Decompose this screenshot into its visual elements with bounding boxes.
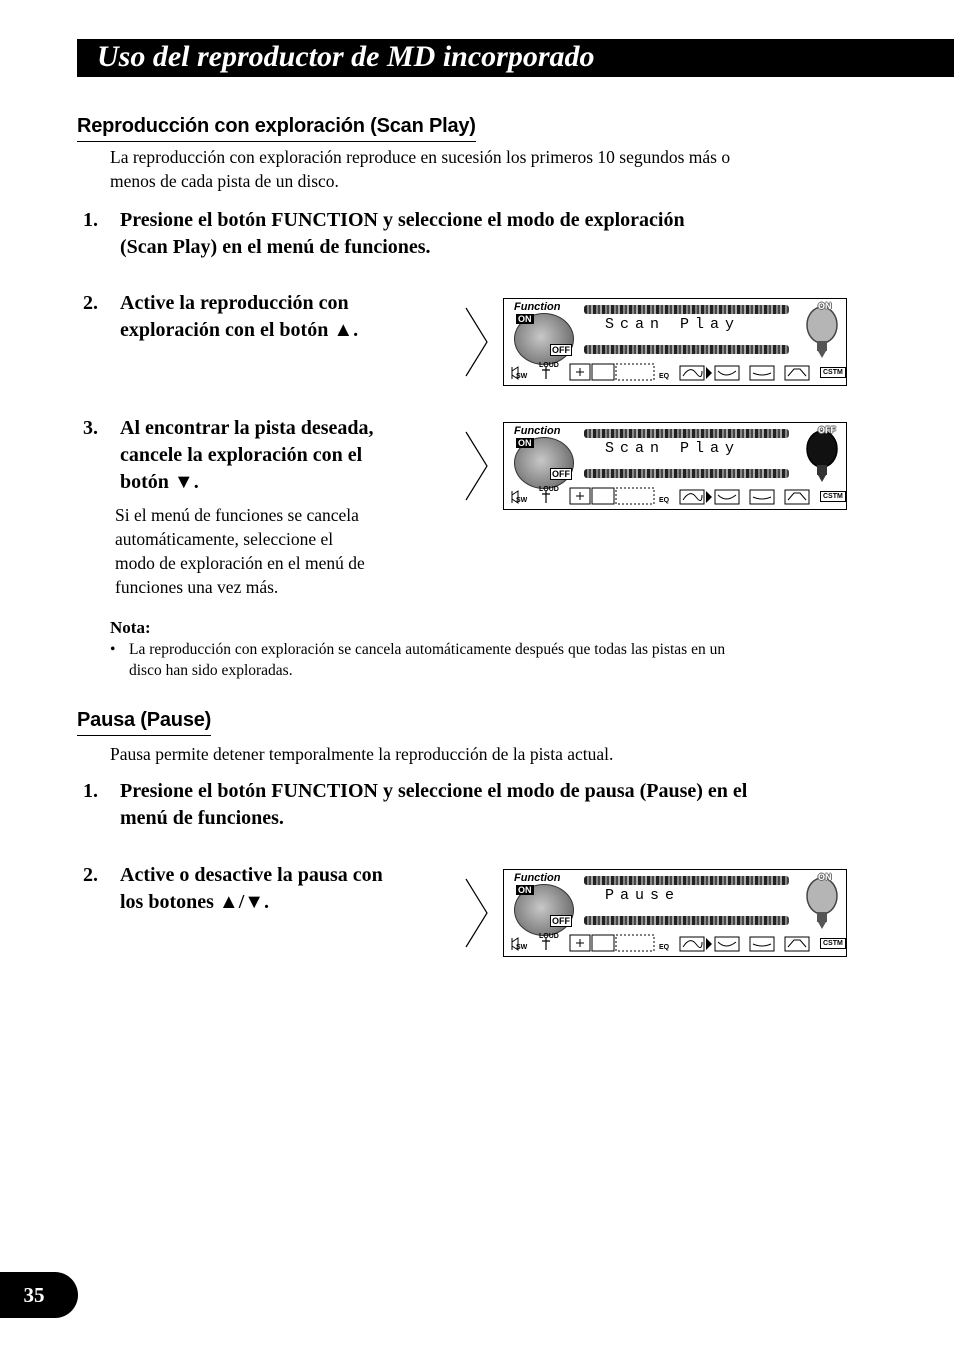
step-text-line-3: botón ▼.: [120, 471, 199, 493]
knob-on-label: ON: [518, 314, 532, 324]
page-number-tab: [0, 1272, 78, 1318]
cstm-label: CSTM: [820, 938, 846, 949]
step3-desc-line-4: funciones una vez más.: [115, 577, 279, 597]
sw-label: SW: [516, 373, 528, 380]
sw-label: SW: [516, 944, 528, 951]
step3-desc-line-2: automáticamente, seleccione el: [115, 529, 334, 549]
note-title: Nota:: [110, 618, 151, 637]
scan-step-2: [83, 290, 443, 346]
chevron-right-icon: [465, 878, 489, 948]
lcd-band-top: [584, 876, 789, 885]
function-label: Function: [514, 301, 561, 313]
bulb-label: ON: [818, 301, 832, 311]
step-number: 1.: [83, 209, 98, 231]
lcd-text: Scan Play: [605, 316, 741, 333]
knob-on-label: ON: [518, 438, 532, 448]
eq-label: EQ: [659, 944, 670, 951]
function-label: Function: [514, 872, 561, 884]
lcd-text: Pause: [605, 887, 681, 904]
step-number: 2.: [83, 864, 98, 886]
lcd-display-pause-on: [503, 869, 847, 957]
step-text-line-1: Active o desactive la pausa con: [120, 864, 383, 886]
step-text-line-2: cancele la exploración con el: [120, 444, 363, 466]
scan-intro-line-2: menos de cada pista de un disco.: [110, 171, 339, 191]
knob-on-label: ON: [518, 885, 532, 895]
note-line-2: disco han sido exploradas.: [129, 662, 293, 679]
scan-intro-line-1: La reproducción con exploración reproduce en sucesión los primeros 10 segundos más o: [110, 147, 731, 167]
sw-label: SW: [516, 497, 528, 504]
pause-intro: Pausa permite detener temporalmente la reproducción de la pista actual.: [110, 744, 614, 764]
knob-off-label: OFF: [552, 916, 570, 926]
page-title: Uso del reproductor de MD incorporado: [97, 40, 595, 73]
eq-label: EQ: [659, 497, 670, 504]
function-label: Function: [514, 425, 561, 437]
bulb-label: OFF: [818, 425, 836, 435]
lcd-display-scan-play-off: [503, 422, 847, 510]
section-heading-scan-play: Reproducción con exploración (Scan Play): [77, 113, 476, 142]
lcd-text: Scan Play: [605, 440, 741, 457]
step-number: 2.: [83, 292, 98, 314]
lcd-band-bottom: [584, 345, 789, 354]
loud-label: LOUD: [539, 362, 559, 369]
note-line-1: La reproducción con exploración se cancela automáticamente después que todas las pistas en un: [129, 641, 726, 658]
pause-step-1: [83, 778, 883, 834]
cstm-label: CSTM: [820, 491, 846, 502]
step-text-line-1: Presione el botón FUNCTION y seleccione el modo de pausa (Pause) en el: [120, 780, 748, 802]
lcd-band-top: [584, 429, 789, 438]
cstm-label: CSTM: [820, 367, 846, 378]
page-header: [77, 39, 954, 77]
bulb-label: ON: [818, 872, 832, 882]
scan-step-3: [83, 415, 443, 499]
scan-step-1: [83, 207, 883, 263]
step-text-line-1: Active la reproducción con: [120, 292, 349, 314]
chevron-right-icon: [465, 307, 489, 377]
step-text-line-2: los botones ▲/▼.: [120, 891, 270, 913]
bulb-on-icon: [804, 303, 840, 359]
loud-label: LOUD: [539, 933, 559, 940]
step-text-line-2: (Scan Play) en el menú de funciones.: [120, 236, 431, 258]
section-heading-pause: Pausa (Pause): [77, 707, 211, 736]
lcd-band-bottom: [584, 916, 789, 925]
step-text-line-1: Al encontrar la pista deseada,: [120, 417, 374, 439]
pause-step-2: [83, 862, 443, 918]
lcd-display-scan-play-on: [503, 298, 847, 386]
bulb-on-icon: [804, 874, 840, 930]
bulb-off-icon: [804, 427, 840, 483]
step3-desc-line-1: Si el menú de funciones se cancela: [115, 505, 359, 525]
lcd-band-bottom: [584, 469, 789, 478]
step-number: 3.: [83, 417, 98, 439]
step3-desc-line-3: modo de exploración en el menú de: [115, 553, 365, 573]
page-number: 35: [23, 1283, 45, 1307]
loud-label: LOUD: [539, 486, 559, 493]
eq-label: EQ: [659, 373, 670, 380]
lcd-band-top: [584, 305, 789, 314]
knob-off-label: OFF: [552, 469, 570, 479]
note-bullet: •: [110, 641, 116, 658]
step-text-line-2: exploración con el botón ▲.: [120, 319, 359, 341]
knob-off-label: OFF: [552, 345, 570, 355]
step-text-line-1: Presione el botón FUNCTION y seleccione el modo de exploración: [120, 209, 685, 231]
step-number: 1.: [83, 780, 98, 802]
step-text-line-2: menú de funciones.: [120, 807, 284, 829]
chevron-right-icon: [465, 431, 489, 501]
